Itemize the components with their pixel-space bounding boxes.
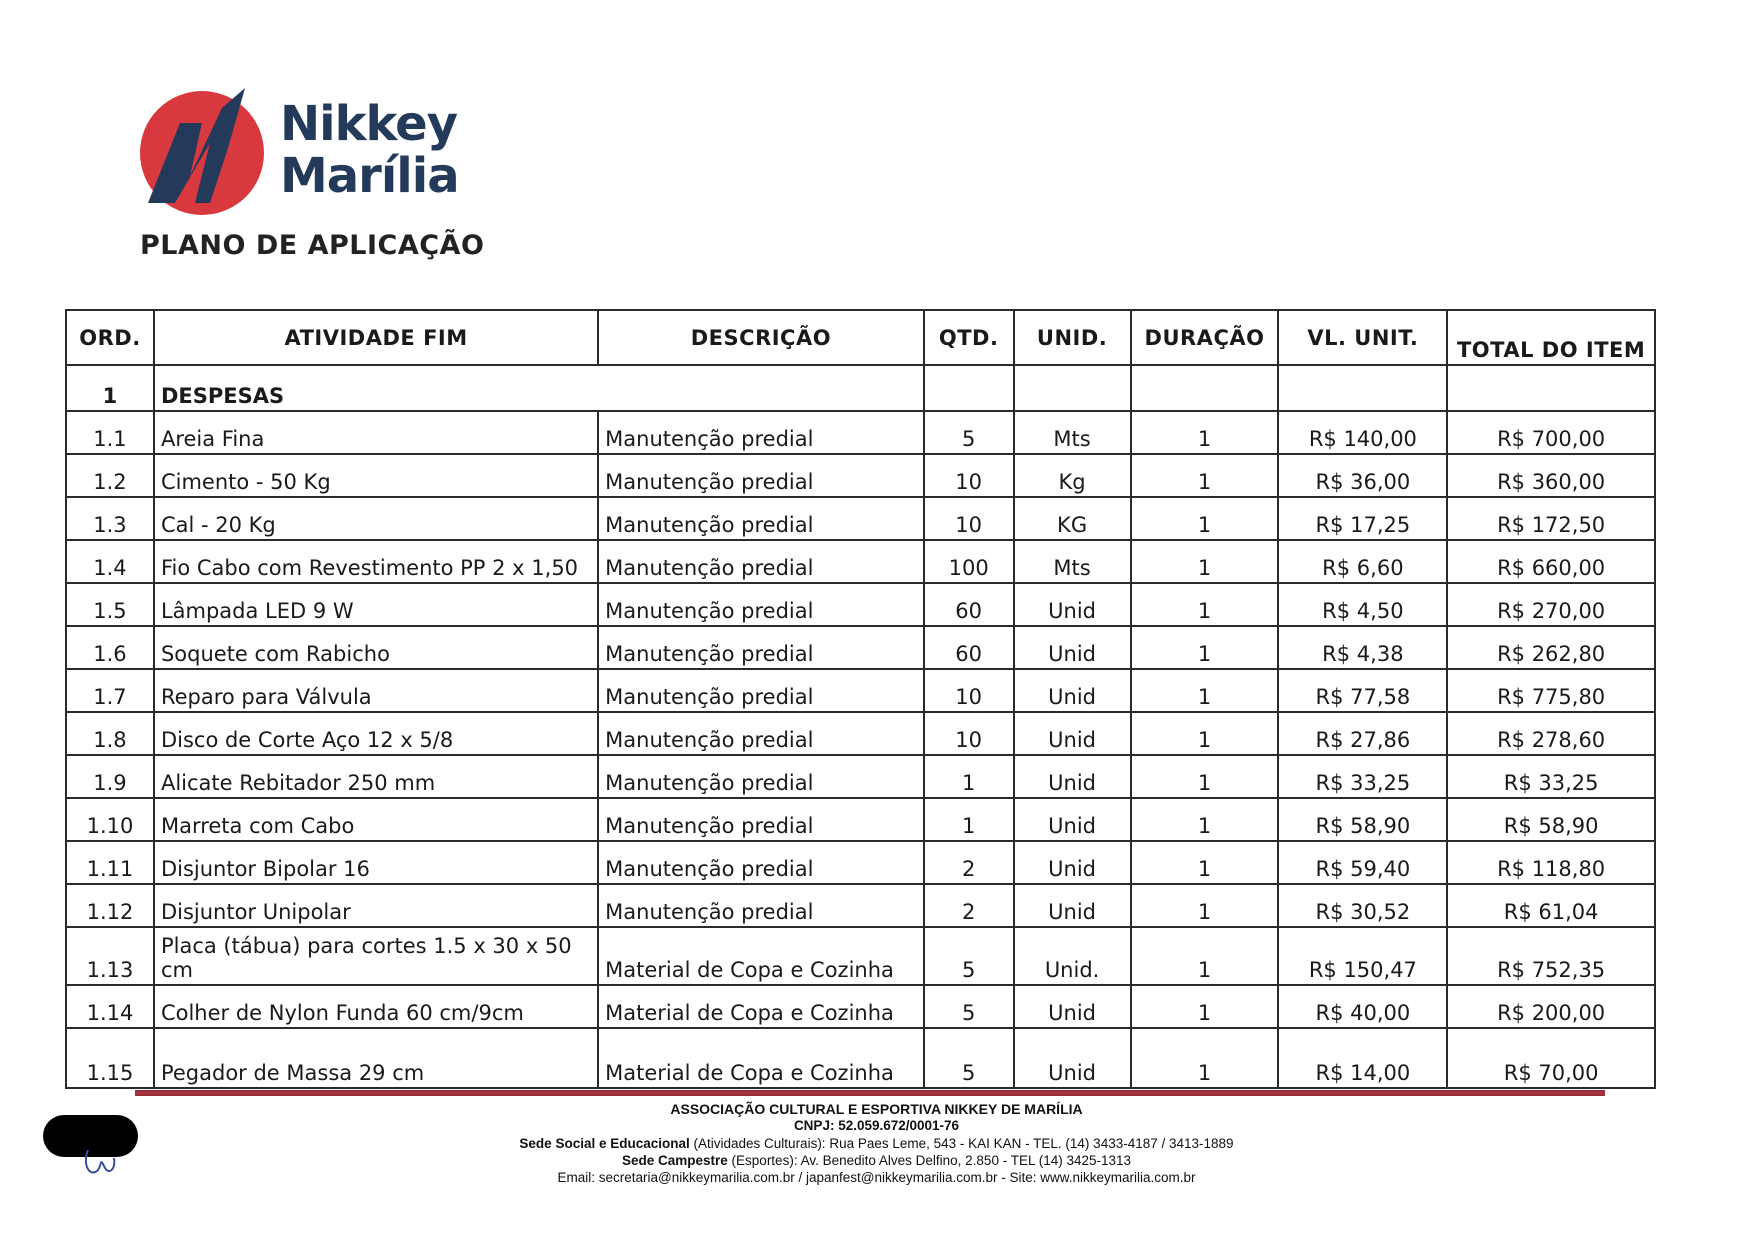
handwritten-signature: [80, 1140, 130, 1180]
cell-total: R$ 70,00: [1447, 1028, 1655, 1088]
cell-total: R$ 700,00: [1447, 411, 1655, 454]
cell-atividade: Cimento - 50 Kg: [154, 454, 598, 497]
sede-campestre-label: Sede Campestre: [621, 1153, 728, 1168]
table-row: [66, 669, 1655, 712]
logo-line-1: Nikkey: [280, 96, 458, 152]
cell-atividade: Placa (tábua) para cortes 1.5 x 30 x 50 cm: [154, 927, 598, 985]
cell-qtd: 2: [924, 841, 1014, 884]
cell-ord: 1.7: [66, 669, 154, 712]
cell-vl-unit: R$ 36,00: [1278, 454, 1447, 497]
header-qtd: QTD.: [924, 310, 1014, 365]
cell-atividade: Marreta com Cabo: [154, 798, 598, 841]
cell-qtd: 10: [924, 497, 1014, 540]
cell-unid: Unid: [1014, 985, 1131, 1028]
cell-unid: Unid: [1014, 1028, 1131, 1088]
cell-total: R$ 752,35: [1447, 927, 1655, 985]
cell-unid: Unid: [1014, 841, 1131, 884]
empty-cell: [1131, 365, 1279, 411]
cell-total: R$ 360,00: [1447, 454, 1655, 497]
cell-descricao: Manutenção predial: [598, 841, 924, 884]
table-row: [66, 411, 1655, 454]
footer-sede-campestre: [0, 1153, 1753, 1168]
cell-qtd: 5: [924, 985, 1014, 1028]
cell-duracao: 1: [1131, 798, 1279, 841]
page-title: PLANO DE APLICAÇÃO: [140, 230, 485, 261]
cell-total: R$ 118,80: [1447, 841, 1655, 884]
cell-total: R$ 270,00: [1447, 583, 1655, 626]
cell-ord: 1.2: [66, 454, 154, 497]
table-row: [66, 497, 1655, 540]
empty-cell: [1447, 365, 1655, 411]
cell-descricao: Manutenção predial: [598, 798, 924, 841]
cell-qtd: 2: [924, 884, 1014, 927]
cell-vl-unit: R$ 58,90: [1278, 798, 1447, 841]
cell-atividade: Soquete com Rabicho: [154, 626, 598, 669]
section-row: [66, 365, 1655, 411]
cell-total: R$ 775,80: [1447, 669, 1655, 712]
cell-vl-unit: R$ 4,38: [1278, 626, 1447, 669]
cell-qtd: 10: [924, 454, 1014, 497]
table-row: [66, 884, 1655, 927]
cell-atividade: Areia Fina: [154, 411, 598, 454]
table-row: [66, 1028, 1655, 1088]
cell-duracao: 1: [1131, 583, 1279, 626]
cell-qtd: 1: [924, 755, 1014, 798]
cell-qtd: 10: [924, 669, 1014, 712]
sede-social-text: (Atividades Culturais): Rua Paes Leme, 543 - KAI KAN - TEL. (14) 3433-4187 / 3413-1889: [693, 1136, 1234, 1151]
cell-duracao: 1: [1131, 884, 1279, 927]
cell-duracao: 1: [1131, 454, 1279, 497]
cell-qtd: 5: [924, 411, 1014, 454]
cell-ord: 1.12: [66, 884, 154, 927]
table-row: [66, 927, 1655, 985]
cell-total: R$ 278,60: [1447, 712, 1655, 755]
cell-total: R$ 33,25: [1447, 755, 1655, 798]
cell-duracao: 1: [1131, 497, 1279, 540]
cell-qtd: 1: [924, 798, 1014, 841]
cell-total: R$ 61,04: [1447, 884, 1655, 927]
cell-atividade: Reparo para Válvula: [154, 669, 598, 712]
cell-descricao: Material de Copa e Cozinha: [598, 927, 924, 985]
cell-unid: Mts: [1014, 540, 1131, 583]
cell-atividade: Lâmpada LED 9 W: [154, 583, 598, 626]
section-ord: 1: [66, 365, 154, 411]
footer-cnpj: CNPJ: 52.059.672/0001-76: [793, 1118, 960, 1133]
cell-vl-unit: R$ 77,58: [1278, 669, 1447, 712]
application-plan-table: [65, 309, 1656, 1089]
cell-descricao: Material de Copa e Cozinha: [598, 985, 924, 1028]
cell-unid: Unid.: [1014, 927, 1131, 985]
cell-vl-unit: R$ 59,40: [1278, 841, 1447, 884]
cell-unid: Unid: [1014, 626, 1131, 669]
sede-social-label: Sede Social e Educacional: [519, 1136, 690, 1151]
table-row: [66, 798, 1655, 841]
cell-unid: Unid: [1014, 755, 1131, 798]
cell-descricao: Manutenção predial: [598, 497, 924, 540]
cell-ord: 1.9: [66, 755, 154, 798]
cell-unid: Unid: [1014, 798, 1131, 841]
table-row: [66, 540, 1655, 583]
cell-unid: Unid: [1014, 712, 1131, 755]
header-duracao: DURAÇÃO: [1131, 310, 1279, 365]
cell-total: R$ 262,80: [1447, 626, 1655, 669]
table-row: [66, 755, 1655, 798]
cell-ord: 1.6: [66, 626, 154, 669]
cell-ord: 1.1: [66, 411, 154, 454]
cell-duracao: 1: [1131, 755, 1279, 798]
cell-vl-unit: R$ 40,00: [1278, 985, 1447, 1028]
cell-unid: Kg: [1014, 454, 1131, 497]
cell-vl-unit: R$ 140,00: [1278, 411, 1447, 454]
cell-ord: 1.5: [66, 583, 154, 626]
cell-descricao: Manutenção predial: [598, 712, 924, 755]
cell-unid: Unid: [1014, 583, 1131, 626]
cell-duracao: 1: [1131, 411, 1279, 454]
cell-duracao: 1: [1131, 626, 1279, 669]
cell-descricao: Manutenção predial: [598, 540, 924, 583]
cell-qtd: 5: [924, 1028, 1014, 1088]
cell-vl-unit: R$ 33,25: [1278, 755, 1447, 798]
cell-qtd: 60: [924, 626, 1014, 669]
footer-sede-social: [0, 1136, 1753, 1151]
table-row: [66, 583, 1655, 626]
cell-atividade: Disco de Corte Aço 12 x 5/8: [154, 712, 598, 755]
cell-total: R$ 200,00: [1447, 985, 1655, 1028]
cell-total: R$ 58,90: [1447, 798, 1655, 841]
cell-vl-unit: R$ 27,86: [1278, 712, 1447, 755]
cell-vl-unit: R$ 17,25: [1278, 497, 1447, 540]
cell-duracao: 1: [1131, 712, 1279, 755]
section-label: DESPESAS: [154, 365, 924, 411]
cell-atividade: Pegador de Massa 29 cm: [154, 1028, 598, 1088]
cell-descricao: Manutenção predial: [598, 454, 924, 497]
cell-atividade: Cal - 20 Kg: [154, 497, 598, 540]
cell-ord: 1.4: [66, 540, 154, 583]
header-total: TOTAL DO ITEM: [1447, 310, 1655, 365]
table-row: [66, 985, 1655, 1028]
cell-ord: 1.13: [66, 927, 154, 985]
cell-ord: 1.14: [66, 985, 154, 1028]
cell-qtd: 60: [924, 583, 1014, 626]
cell-descricao: Manutenção predial: [598, 583, 924, 626]
table-row: [66, 454, 1655, 497]
cell-descricao: Manutenção predial: [598, 626, 924, 669]
cell-vl-unit: R$ 30,52: [1278, 884, 1447, 927]
cell-vl-unit: R$ 4,50: [1278, 583, 1447, 626]
cell-vl-unit: R$ 6,60: [1278, 540, 1447, 583]
cell-descricao: Manutenção predial: [598, 755, 924, 798]
cell-ord: 1.8: [66, 712, 154, 755]
cell-ord: 1.10: [66, 798, 154, 841]
header-unid: UNID.: [1014, 310, 1131, 365]
cell-duracao: 1: [1131, 985, 1279, 1028]
logo-line-2: Marília: [280, 148, 459, 204]
cell-unid: KG: [1014, 497, 1131, 540]
cell-qtd: 5: [924, 927, 1014, 985]
header-atividade: ATIVIDADE FIM: [154, 310, 598, 365]
footer-org-name: ASSOCIAÇÃO CULTURAL E ESPORTIVA NIKKEY DE MARÍLIA: [670, 1101, 1083, 1117]
cell-duracao: 1: [1131, 540, 1279, 583]
cell-atividade: Alicate Rebitador 250 mm: [154, 755, 598, 798]
cell-total: R$ 172,50: [1447, 497, 1655, 540]
cell-atividade: Colher de Nylon Funda 60 cm/9cm: [154, 985, 598, 1028]
table-row: [66, 626, 1655, 669]
empty-cell: [1014, 365, 1131, 411]
footer-divider: [135, 1090, 1605, 1096]
empty-cell: [924, 365, 1014, 411]
table-row: [66, 712, 1655, 755]
cell-ord: 1.3: [66, 497, 154, 540]
header-descricao: DESCRIÇÃO: [598, 310, 924, 365]
cell-atividade: Fio Cabo com Revestimento PP 2 x 1,50: [154, 540, 598, 583]
cell-total: R$ 660,00: [1447, 540, 1655, 583]
cell-atividade: Disjuntor Unipolar: [154, 884, 598, 927]
cell-descricao: Material de Copa e Cozinha: [598, 1028, 924, 1088]
cell-descricao: Manutenção predial: [598, 669, 924, 712]
cell-unid: Unid: [1014, 669, 1131, 712]
cell-duracao: 1: [1131, 669, 1279, 712]
header-ord: ORD.: [66, 310, 154, 365]
logo-wordmark: [280, 98, 459, 202]
cell-atividade: Disjuntor Bipolar 16: [154, 841, 598, 884]
cell-descricao: Manutenção predial: [598, 411, 924, 454]
cell-qtd: 10: [924, 712, 1014, 755]
cell-vl-unit: R$ 14,00: [1278, 1028, 1447, 1088]
footer-contacts: Email: secretaria@nikkeymarilia.com.br / japanfest@nikkeymarilia.com.br - Site: www.nikkeymarilia.com.br: [557, 1170, 1196, 1185]
table-row: [66, 841, 1655, 884]
header-vl-unit: VL. UNIT.: [1278, 310, 1447, 365]
sede-campestre-text: (Esportes): Av. Benedito Alves Delfino, 2.850 - TEL (14) 3425-1313: [731, 1153, 1132, 1168]
cell-duracao: 1: [1131, 841, 1279, 884]
cell-duracao: 1: [1131, 927, 1279, 985]
cell-unid: Unid: [1014, 884, 1131, 927]
cell-vl-unit: R$ 150,47: [1278, 927, 1447, 985]
cell-duracao: 1: [1131, 1028, 1279, 1088]
cell-descricao: Manutenção predial: [598, 884, 924, 927]
cell-qtd: 100: [924, 540, 1014, 583]
cell-ord: 1.11: [66, 841, 154, 884]
table-header-row: [66, 310, 1655, 365]
empty-cell: [1278, 365, 1447, 411]
cell-ord: 1.15: [66, 1028, 154, 1088]
cell-unid: Mts: [1014, 411, 1131, 454]
